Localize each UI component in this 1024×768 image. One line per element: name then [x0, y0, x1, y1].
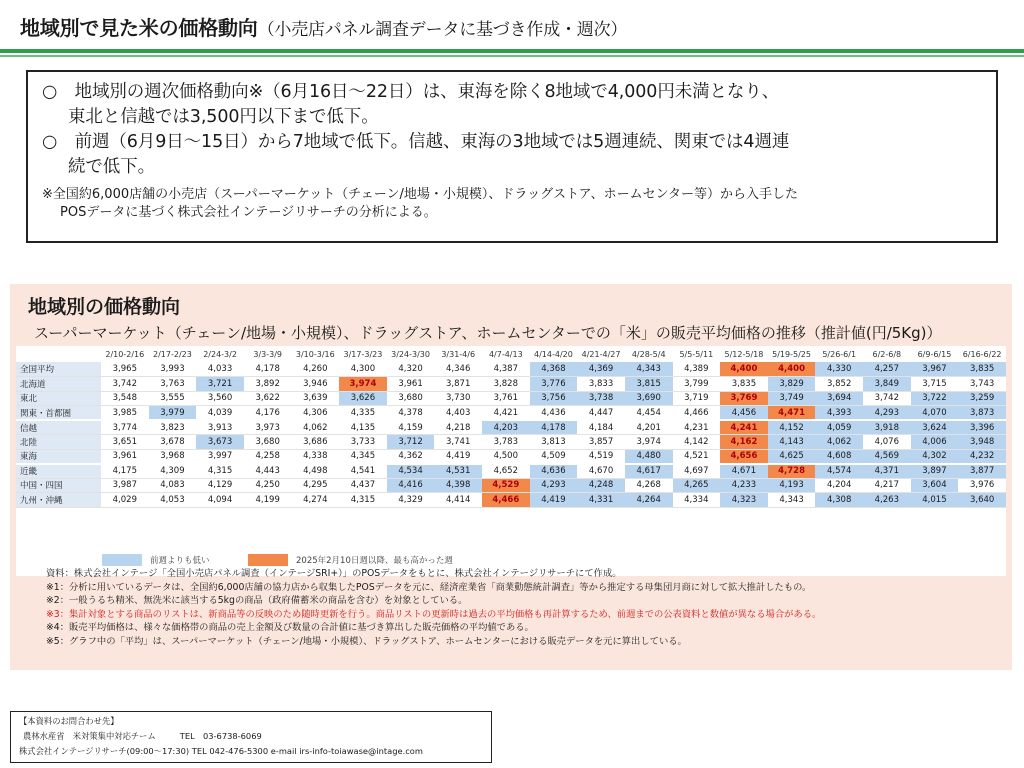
price-cell: 4,338 — [292, 449, 340, 464]
price-cell: 4,519 — [577, 449, 625, 464]
price-cell: 3,741 — [434, 435, 482, 450]
legend-highest-label: 2025年2月10日週以降、最も高かった週 — [296, 556, 453, 566]
note-3: ※3：集計対象とする商品のリストは、新商品等の反映のため随時更新を行う。商品リストの更新時は過去の平均価格も再計算するため、前週までの公表資料と数値が異なる場合がある。 — [46, 608, 822, 620]
price-cell: 4,500 — [482, 449, 530, 464]
price-cell: 4,274 — [292, 493, 340, 508]
price-cell: 4,257 — [863, 362, 911, 377]
price-cell: 3,719 — [673, 391, 721, 406]
price-cell: 3,967 — [911, 362, 959, 377]
price-cell: 3,774 — [101, 420, 149, 435]
table-corner — [16, 346, 101, 362]
price-cell: 3,828 — [482, 377, 530, 392]
price-cell: 4,062 — [292, 420, 340, 435]
price-cell: 4,393 — [815, 406, 863, 421]
price-cell: 3,743 — [958, 377, 1006, 392]
price-cell: 3,997 — [196, 449, 244, 464]
price-cell: 3,829 — [768, 377, 816, 392]
week-header: 4/21-4/27 — [577, 346, 625, 362]
price-cell: 4,053 — [149, 493, 197, 508]
price-cell: 3,974 — [339, 377, 387, 392]
price-cell: 4,436 — [530, 406, 578, 421]
summary-point-1-line-b: 東北と信越では3,500円以下まで低下。 — [68, 107, 379, 127]
price-cell: 4,617 — [625, 464, 673, 479]
price-cell: 3,694 — [815, 391, 863, 406]
price-cell: 4,335 — [339, 406, 387, 421]
price-cell: 4,656 — [720, 449, 768, 464]
week-header: 3/3-3/9 — [244, 346, 292, 362]
price-cell: 4,608 — [815, 449, 863, 464]
price-cell: 4,437 — [339, 478, 387, 493]
price-cell: 4,509 — [530, 449, 578, 464]
price-cell: 3,680 — [387, 391, 435, 406]
week-header: 3/24-3/30 — [387, 346, 435, 362]
price-cell: 3,259 — [958, 391, 1006, 406]
price-table — [16, 346, 1006, 508]
price-cell: 4,264 — [625, 493, 673, 508]
price-cell: 4,574 — [815, 464, 863, 479]
week-header: 6/16-6/22 — [958, 346, 1006, 362]
price-cell: 4,178 — [530, 420, 578, 435]
price-cell: 4,217 — [863, 478, 911, 493]
week-header: 5/12-5/18 — [720, 346, 768, 362]
price-cell: 4,625 — [768, 449, 816, 464]
price-cell: 4,466 — [482, 493, 530, 508]
price-cell: 3,961 — [101, 449, 149, 464]
table-row — [16, 478, 1006, 493]
price-cell: 3,738 — [577, 391, 625, 406]
price-cell: 4,330 — [815, 362, 863, 377]
price-cell: 4,142 — [673, 435, 721, 450]
price-cell: 4,480 — [625, 449, 673, 464]
region-label: 北海道 — [16, 377, 101, 392]
contact-intage: 株式会社インテージリサーチ(09:00～17:30) TEL 042-476-5300 e-mail irs-info-toiawase@intage.com — [19, 746, 423, 756]
price-cell: 4,232 — [958, 449, 1006, 464]
price-cell: 4,295 — [292, 478, 340, 493]
price-cell: 4,159 — [387, 420, 435, 435]
price-cell: 4,308 — [815, 493, 863, 508]
price-cell: 3,686 — [292, 435, 340, 450]
week-header: 6/9-6/15 — [911, 346, 959, 362]
price-cell: 3,769 — [720, 391, 768, 406]
source-notes — [46, 567, 986, 649]
region-label: 北陸 — [16, 435, 101, 450]
price-cell: 3,756 — [530, 391, 578, 406]
week-header: 6/2-6/8 — [863, 346, 911, 362]
price-cell: 4,184 — [577, 420, 625, 435]
price-cell: 4,203 — [482, 420, 530, 435]
price-cell: 4,315 — [339, 493, 387, 508]
price-cell: 3,857 — [577, 435, 625, 450]
price-cell: 3,946 — [292, 377, 340, 392]
table-row — [16, 420, 1006, 435]
summary-note-line-b: POSデータに基づく株式会社インテージリサーチの分析による。 — [60, 205, 437, 220]
price-cell: 3,639 — [292, 391, 340, 406]
price-cell: 3,624 — [911, 420, 959, 435]
price-cell: 3,961 — [387, 377, 435, 392]
region-label: 全国平均 — [16, 362, 101, 377]
table-row — [16, 464, 1006, 479]
summary-box — [26, 70, 998, 243]
price-cell: 4,728 — [768, 464, 816, 479]
price-cell: 4,671 — [720, 464, 768, 479]
week-header: 3/31-4/6 — [434, 346, 482, 362]
price-cell: 4,346 — [434, 362, 482, 377]
price-cell: 4,062 — [815, 435, 863, 450]
price-cell: 3,604 — [911, 478, 959, 493]
price-cell: 4,248 — [577, 478, 625, 493]
price-cell: 3,715 — [911, 377, 959, 392]
price-cell: 3,749 — [768, 391, 816, 406]
price-cell: 4,419 — [530, 493, 578, 508]
price-cell: 4,204 — [815, 478, 863, 493]
price-cell: 3,987 — [101, 478, 149, 493]
price-cell: 4,569 — [863, 449, 911, 464]
price-cell: 3,722 — [911, 391, 959, 406]
price-cell: 3,622 — [244, 391, 292, 406]
price-cell: 4,076 — [863, 435, 911, 450]
price-cell: 3,813 — [530, 435, 578, 450]
price-cell: 4,400 — [720, 362, 768, 377]
price-cell: 4,152 — [768, 420, 816, 435]
price-cell: 3,651 — [101, 435, 149, 450]
price-cell: 4,293 — [530, 478, 578, 493]
price-cell: 4,652 — [482, 464, 530, 479]
price-cell: 4,331 — [577, 493, 625, 508]
price-cell: 3,678 — [149, 435, 197, 450]
price-cell: 4,345 — [339, 449, 387, 464]
region-label: 東北 — [16, 391, 101, 406]
price-cell: 4,178 — [244, 362, 292, 377]
price-cell: 4,176 — [244, 406, 292, 421]
table-row — [16, 449, 1006, 464]
price-cell: 3,783 — [482, 435, 530, 450]
price-cell: 4,263 — [863, 493, 911, 508]
price-cell: 4,443 — [244, 464, 292, 479]
price-cell: 4,368 — [530, 362, 578, 377]
price-cell: 4,456 — [720, 406, 768, 421]
price-cell: 3,548 — [101, 391, 149, 406]
price-cell: 4,143 — [768, 435, 816, 450]
note-2: ※2：一般うるち精米、無洗米に該当する5kgの商品（政府備蓄米の商品を含む）を対象としている。 — [46, 595, 468, 607]
price-cell: 3,730 — [434, 391, 482, 406]
price-cell: 3,763 — [149, 377, 197, 392]
price-cell: 4,414 — [434, 493, 482, 508]
week-header: 3/10-3/16 — [292, 346, 340, 362]
price-cell: 3,680 — [244, 435, 292, 450]
week-header: 5/5-5/11 — [673, 346, 721, 362]
region-label: 東海 — [16, 449, 101, 464]
price-cell: 4,306 — [292, 406, 340, 421]
price-cell: 4,241 — [720, 420, 768, 435]
region-label: 九州・沖縄 — [16, 493, 101, 508]
price-cell: 3,640 — [958, 493, 1006, 508]
contact-heading: 【本資料のお問合わせ先】 — [19, 716, 119, 726]
price-cell: 3,815 — [625, 377, 673, 392]
price-cell: 4,135 — [339, 420, 387, 435]
region-label: 関東・首都圏 — [16, 406, 101, 421]
price-cell: 3,396 — [958, 420, 1006, 435]
week-header: 4/7-4/13 — [482, 346, 530, 362]
price-cell: 4,293 — [863, 406, 911, 421]
note-1: ※1：分析に用いているデータは、全国約6,000店舗の協力店から収集したPOSデータを元に、経済産業省「商業動態統計調査」等から推定する母集団月商に対して拡大推計したもの。 — [46, 581, 812, 593]
price-table-wrap — [16, 346, 1006, 546]
price-cell: 4,258 — [244, 449, 292, 464]
price-cell: 3,948 — [958, 435, 1006, 450]
price-cell: 4,268 — [625, 478, 673, 493]
price-cell: 4,416 — [387, 478, 435, 493]
price-cell: 3,979 — [149, 406, 197, 421]
price-cell: 3,733 — [339, 435, 387, 450]
price-cell: 3,673 — [196, 435, 244, 450]
price-cell: 4,094 — [196, 493, 244, 508]
week-header: 2/17-2/23 — [149, 346, 197, 362]
price-cell: 4,378 — [387, 406, 435, 421]
price-cell: 3,913 — [196, 420, 244, 435]
price-cell: 3,892 — [244, 377, 292, 392]
price-cell: 4,498 — [292, 464, 340, 479]
price-cell: 3,761 — [482, 391, 530, 406]
price-cell: 4,323 — [720, 493, 768, 508]
week-header: 2/24-3/2 — [196, 346, 244, 362]
price-cell: 3,555 — [149, 391, 197, 406]
price-cell: 3,712 — [387, 435, 435, 450]
price-cell: 4,201 — [625, 420, 673, 435]
price-cell: 3,918 — [863, 420, 911, 435]
price-trend-panel — [10, 284, 1012, 670]
price-cell: 4,300 — [339, 362, 387, 377]
price-cell: 4,471 — [768, 406, 816, 421]
price-cell: 3,871 — [434, 377, 482, 392]
price-cell: 3,833 — [577, 377, 625, 392]
price-cell: 4,534 — [387, 464, 435, 479]
region-label: 近畿 — [16, 464, 101, 479]
week-header: 5/19-5/25 — [768, 346, 816, 362]
price-cell: 4,697 — [673, 464, 721, 479]
panel-title: 地域別の価格動向 — [28, 296, 181, 318]
price-cell: 4,039 — [196, 406, 244, 421]
price-cell: 3,985 — [101, 406, 149, 421]
price-cell: 4,670 — [577, 464, 625, 479]
price-cell: 4,175 — [101, 464, 149, 479]
price-cell: 3,776 — [530, 377, 578, 392]
week-header: 3/17-3/23 — [339, 346, 387, 362]
source-line: 資料：株式会社インテージ「全国小売店パネル調査（インテージSRI+）」のPOSデータをもとに、株式会社インテージリサーチにて作成。 — [46, 568, 622, 579]
price-cell: 3,560 — [196, 391, 244, 406]
price-cell: 3,968 — [149, 449, 197, 464]
table-header-row — [16, 346, 1006, 362]
table-row — [16, 435, 1006, 450]
price-cell: 4,369 — [577, 362, 625, 377]
price-cell: 3,742 — [863, 391, 911, 406]
price-cell: 3,690 — [625, 391, 673, 406]
price-cell: 4,343 — [625, 362, 673, 377]
price-cell: 4,636 — [530, 464, 578, 479]
price-cell: 3,742 — [101, 377, 149, 392]
summary-point-1-line-a: ○ 地域別の週次価格動向※（6月16日～22日）は、東海を除く8地域で4,000円未満となり、 — [42, 82, 780, 102]
table-row — [16, 493, 1006, 508]
contact-maff-tel: TEL 03-6738-6069 — [179, 731, 262, 741]
page-title — [20, 12, 1004, 41]
table-row — [16, 406, 1006, 421]
note-4: ※4：販売平均価格は、様々な価格帯の商品の売上金額及び数量の合計値に基づき算出した販売価格の平均値である。 — [46, 622, 534, 634]
price-cell: 4,320 — [387, 362, 435, 377]
price-cell: 4,059 — [815, 420, 863, 435]
price-cell: 4,231 — [673, 420, 721, 435]
price-cell: 4,466 — [673, 406, 721, 421]
price-cell: 4,218 — [434, 420, 482, 435]
price-cell: 4,400 — [768, 362, 816, 377]
summary-point-2 — [42, 130, 984, 180]
price-cell: 4,162 — [720, 435, 768, 450]
price-cell: 4,362 — [387, 449, 435, 464]
page-title-sub: （小売店パネル調査データに基づき作成・週次） — [257, 20, 628, 40]
summary-note — [42, 186, 984, 222]
price-cell: 4,033 — [196, 362, 244, 377]
price-cell: 4,419 — [434, 449, 482, 464]
price-cell: 3,873 — [958, 406, 1006, 421]
price-cell: 3,823 — [149, 420, 197, 435]
price-cell: 4,521 — [673, 449, 721, 464]
price-cell: 3,852 — [815, 377, 863, 392]
table-row — [16, 362, 1006, 377]
price-cell: 3,626 — [339, 391, 387, 406]
price-cell: 3,835 — [720, 377, 768, 392]
price-cell: 4,421 — [482, 406, 530, 421]
price-cell: 4,541 — [339, 464, 387, 479]
price-cell: 4,531 — [434, 464, 482, 479]
price-cell: 4,389 — [673, 362, 721, 377]
price-cell: 4,250 — [244, 478, 292, 493]
price-cell: 4,199 — [244, 493, 292, 508]
price-cell: 4,260 — [292, 362, 340, 377]
price-cell: 4,070 — [911, 406, 959, 421]
summary-note-line-a: ※全国約6,000店舗の小売店（スーパーマーケット（チェーン/地場・小規模）、ドラッグストア、ホームセンター等）から入手した — [42, 187, 799, 202]
page-title-main: 地域別で見た米の価格動向 — [20, 16, 258, 40]
price-cell: 3,965 — [101, 362, 149, 377]
price-cell: 3,877 — [958, 464, 1006, 479]
price-cell: 4,265 — [673, 478, 721, 493]
region-label: 中国・四国 — [16, 478, 101, 493]
legend-lower-label: 前週よりも低い — [150, 556, 210, 566]
price-cell: 3,973 — [244, 420, 292, 435]
price-cell: 3,721 — [196, 377, 244, 392]
price-cell: 4,233 — [720, 478, 768, 493]
header-divider — [0, 49, 1024, 53]
table-row — [16, 391, 1006, 406]
price-cell: 4,083 — [149, 478, 197, 493]
summary-point-1 — [42, 80, 984, 130]
price-cell: 4,403 — [434, 406, 482, 421]
week-header: 5/26-6/1 — [815, 346, 863, 362]
price-cell: 4,371 — [863, 464, 911, 479]
summary-point-2-line-b: 続で低下。 — [68, 157, 155, 177]
legend-highest-swatch — [248, 554, 288, 566]
price-cell: 4,015 — [911, 493, 959, 508]
contact-box — [10, 711, 492, 763]
region-label: 信越 — [16, 420, 101, 435]
price-cell: 4,529 — [482, 478, 530, 493]
summary-point-2-line-a: ○ 前週（6月9日～15日）から7地域で低下。信越、東海の3地域では5週連続、関東では4週連 — [42, 132, 790, 152]
price-cell: 3,976 — [958, 478, 1006, 493]
week-header: 2/10-2/16 — [101, 346, 149, 362]
price-cell: 4,309 — [149, 464, 197, 479]
price-cell: 4,302 — [911, 449, 959, 464]
price-cell: 3,835 — [958, 362, 1006, 377]
price-cell: 4,315 — [196, 464, 244, 479]
panel-subtitle: スーパーマーケット（チェーン/地場・小規模）、ドラッグストア、ホームセンターでの「米」の販売平均価格の推移（推計値(円/5Kg)） — [34, 324, 942, 342]
week-header: 4/28-5/4 — [625, 346, 673, 362]
price-cell: 4,193 — [768, 478, 816, 493]
price-cell: 3,849 — [863, 377, 911, 392]
note-5: ※5：グラフ中の「平均」は、スーパーマーケット（チェーン/地場・小規模）、ドラッグストア、ホームセンターにおける販売データを元に算出している。 — [46, 635, 687, 647]
price-cell: 3,799 — [673, 377, 721, 392]
price-cell: 3,897 — [911, 464, 959, 479]
price-cell: 4,398 — [434, 478, 482, 493]
price-cell: 4,334 — [673, 493, 721, 508]
price-cell: 4,029 — [101, 493, 149, 508]
price-cell: 3,974 — [625, 435, 673, 450]
price-cell: 4,454 — [625, 406, 673, 421]
contact-maff — [19, 729, 483, 744]
price-cell: 3,993 — [149, 362, 197, 377]
price-cell: 4,329 — [387, 493, 435, 508]
price-cell: 4,387 — [482, 362, 530, 377]
price-cell: 4,129 — [196, 478, 244, 493]
table-row — [16, 377, 1006, 392]
contact-maff-name: 農林水産省 米対策集中対応チーム — [23, 731, 156, 741]
legend-lower-swatch — [102, 554, 142, 566]
price-cell: 4,343 — [768, 493, 816, 508]
price-cell: 4,006 — [911, 435, 959, 450]
header-divider-thin — [0, 55, 1024, 57]
price-cell: 4,447 — [577, 406, 625, 421]
week-header: 4/14-4/20 — [530, 346, 578, 362]
